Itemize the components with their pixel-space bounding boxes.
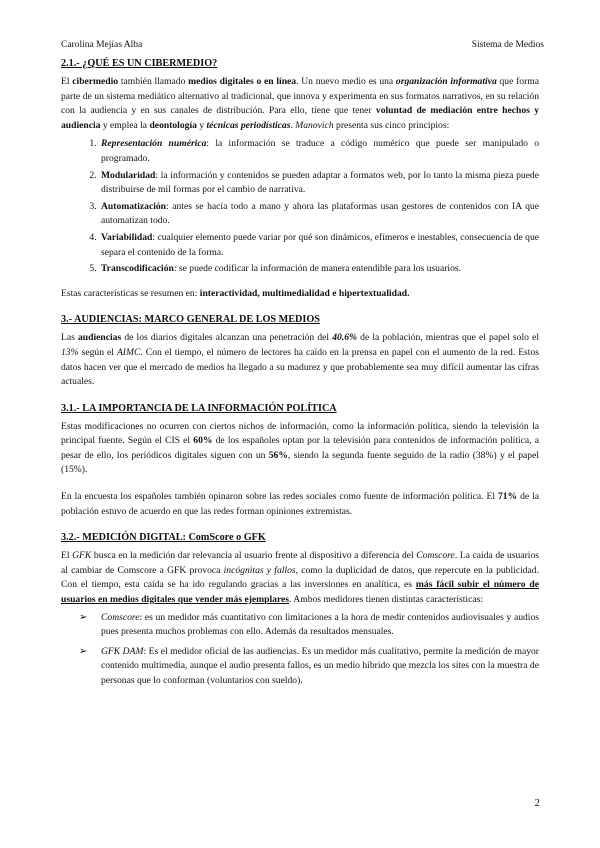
arrow-bullet-icon: ➢ xyxy=(79,645,88,657)
text-run: . Ambos medidores tienen distintas características: xyxy=(289,594,483,606)
paragraph-summary xyxy=(61,287,539,302)
text-run: y emplea la xyxy=(100,119,150,131)
text-run: según el xyxy=(78,346,117,358)
text-run: : cualquier elemento puede variar por qué son dinámicos, efímeros e inestables, consecuencia de que separa el contenido de la forma. xyxy=(101,231,539,258)
text-run: Automatización xyxy=(101,200,167,212)
principle-item xyxy=(99,137,539,166)
text-run: Variabilidad xyxy=(101,231,153,243)
text-run: : la información y contenidos se pueden adaptar a formatos web, por lo tanto la misma pieza puede distribuirse de mil formas por el cambio de narrativa. xyxy=(101,169,539,196)
arrow-bullet-icon: ➢ xyxy=(79,611,88,623)
text-run: Transcodificación xyxy=(101,263,174,275)
text-run: y xyxy=(196,119,207,131)
header-course: Sistema de Medios xyxy=(471,40,544,50)
text-run: : antes se hacía todo a mano y ahora las plataformas usan gestores de contenidos con IA que automatizan todo. xyxy=(101,200,539,227)
text-run: interactividad, multimedialidad e hipertextualidad. xyxy=(199,287,410,299)
text-run: 71% xyxy=(497,491,518,503)
text-run: también llamado xyxy=(118,76,189,87)
text-run: de la población estuvo de acuerdo en que las redes forman opiniones extremistas. xyxy=(61,491,539,517)
principle-item xyxy=(99,200,539,229)
text-run: audiencias xyxy=(78,332,122,344)
section-heading-3-1: 3.1.- LA IMPORTANCIA DE LA INFORMACIÓN POLÍTICA xyxy=(61,402,337,414)
text-run: Representación numérica xyxy=(101,138,207,150)
text-run: que forma parte de un sistema mediático alternativo al tradicional, que innova y experimenta en sus formatos narrativos, en su relación con la audiencia y en sus canales de distribución. Para ello, tiene que tener xyxy=(61,76,539,117)
paragraph-audiencias xyxy=(61,331,539,389)
meter-item xyxy=(79,645,539,689)
text-run: Estas modificaciones no ocurren con ciertos nichos de información, como la información política, siendo la televisión la principal fuente. Según el CIS el xyxy=(61,420,539,447)
section-heading-2-1: 2.1.- ¿QUÉ ES UN CIBERMEDIO? xyxy=(61,58,218,69)
text-run: Comscore xyxy=(101,611,140,623)
text-run: organización informativa xyxy=(395,76,497,87)
document-body xyxy=(61,57,539,694)
text-run: El xyxy=(61,76,73,87)
meters-list xyxy=(61,611,539,689)
text-run: GFK xyxy=(72,550,92,562)
principle-item xyxy=(99,231,539,260)
paragraph-redes-sociales xyxy=(61,490,539,519)
text-run: . La caída de usuarios al cambiar de Comscore a GFK provoca xyxy=(61,550,539,576)
text-run: técnicas periodísticas xyxy=(206,119,291,131)
text-run: de los españoles optan por la televisión para contenidos de información política, a pesar de ello, los periódicos digitales siguen con un xyxy=(61,435,539,461)
text-run: Modularidad xyxy=(101,169,156,181)
text-run: AIMC xyxy=(116,346,141,358)
text-run: 56% xyxy=(268,449,288,461)
text-run: de los diarios digitales alcanzan una penetración del xyxy=(121,332,333,344)
text-run: de la población, mientras que el papel solo el xyxy=(357,332,539,344)
page-number: 2 xyxy=(534,797,540,809)
text-run: 40.6% xyxy=(332,332,357,344)
text-run: voluntad de mediación entre hechos y audiencia xyxy=(61,105,539,131)
text-run: incógnitas y fallos xyxy=(223,564,296,576)
text-run: En la encuesta los españoles también opinaron sobre las redes sociales como fuente de información política. El xyxy=(61,491,498,503)
section-heading-3: 3.- AUDIENCIAS: MARCO GENERAL DE LOS MEDIOS xyxy=(61,314,320,326)
text-run: : es un medidor más cuantitativo con limitaciones a la hora de medir contenidos audiovisuales y audios pues presenta muchos problemas con ello. Además da resultados mensuales. xyxy=(101,611,539,638)
text-run: GFK DAM xyxy=(101,645,144,657)
text-run: cibermedio xyxy=(72,76,119,87)
text-run: . Con el tiempo, el número de lectores ha caído en la prensa en papel con el aumento de la red. Estos datos hacen ver que el mercado de medios ha llegado a su madurez y que probablemente sea muy difícil aumentar las cifras actuales. xyxy=(61,346,539,388)
text-run: : la información se traduce a código numérico que puede ser manipulado o programado. xyxy=(101,138,539,164)
principle-item xyxy=(99,169,539,198)
text-run: 60% xyxy=(193,435,213,447)
text-run: Comscore xyxy=(416,550,455,562)
paragraph-medicion xyxy=(61,549,539,607)
paragraph-politica xyxy=(61,420,539,478)
text-run: Estas características se resumen en: xyxy=(61,287,200,299)
text-run: Manovich xyxy=(295,119,334,131)
text-run: más fácil subir el número de usuarios en medios digitales que vender más ejemplares xyxy=(61,579,539,606)
text-run: , como la duplicidad de datos, que repercute en la publicidad. Con el tiempo, esta caída se ha ido regulando gracias a las inversiones en analítica, es xyxy=(61,564,539,591)
section-heading-3-2: 3.2.- MEDICIÓN DIGITAL: ComScore o GFK xyxy=(61,532,266,544)
paragraph-cibermedio xyxy=(61,75,539,133)
text-run: busca en la medición dar relevancia al usuario frente al dispositivo a diferencia del xyxy=(91,550,417,562)
text-run: . Un nuevo medio es una xyxy=(296,76,396,87)
text-run: , siendo la segunda fuente seguido de la radio (38%) y el papel (15%). xyxy=(61,449,539,476)
text-run: : se puede codificar la información de manera entendible para los usuarios. xyxy=(173,263,462,275)
text-run: medios digitales o en línea xyxy=(188,76,297,87)
meter-item xyxy=(79,611,539,640)
text-run: presenta sus cinco principios: xyxy=(333,119,450,131)
principles-list xyxy=(61,137,539,276)
text-run: : Es el medidor oficial de las audiencias. Es un medidor más cualitativo, permite la medición de mayor contenido multimedia, aunque el audio presenta fallos, es un medio híbrido que mezcla los sites con la muestra de personas que lo conforman (voluntarios con sueldo). xyxy=(101,645,539,686)
text-run: Las xyxy=(61,332,78,344)
text-run: . xyxy=(290,119,296,131)
text-run: deontología xyxy=(149,119,197,131)
header-author: Carolina Mejías Alba xyxy=(61,40,143,50)
text-run: 13% xyxy=(61,346,79,358)
text-run: El xyxy=(61,550,73,562)
principle-item xyxy=(99,262,539,277)
